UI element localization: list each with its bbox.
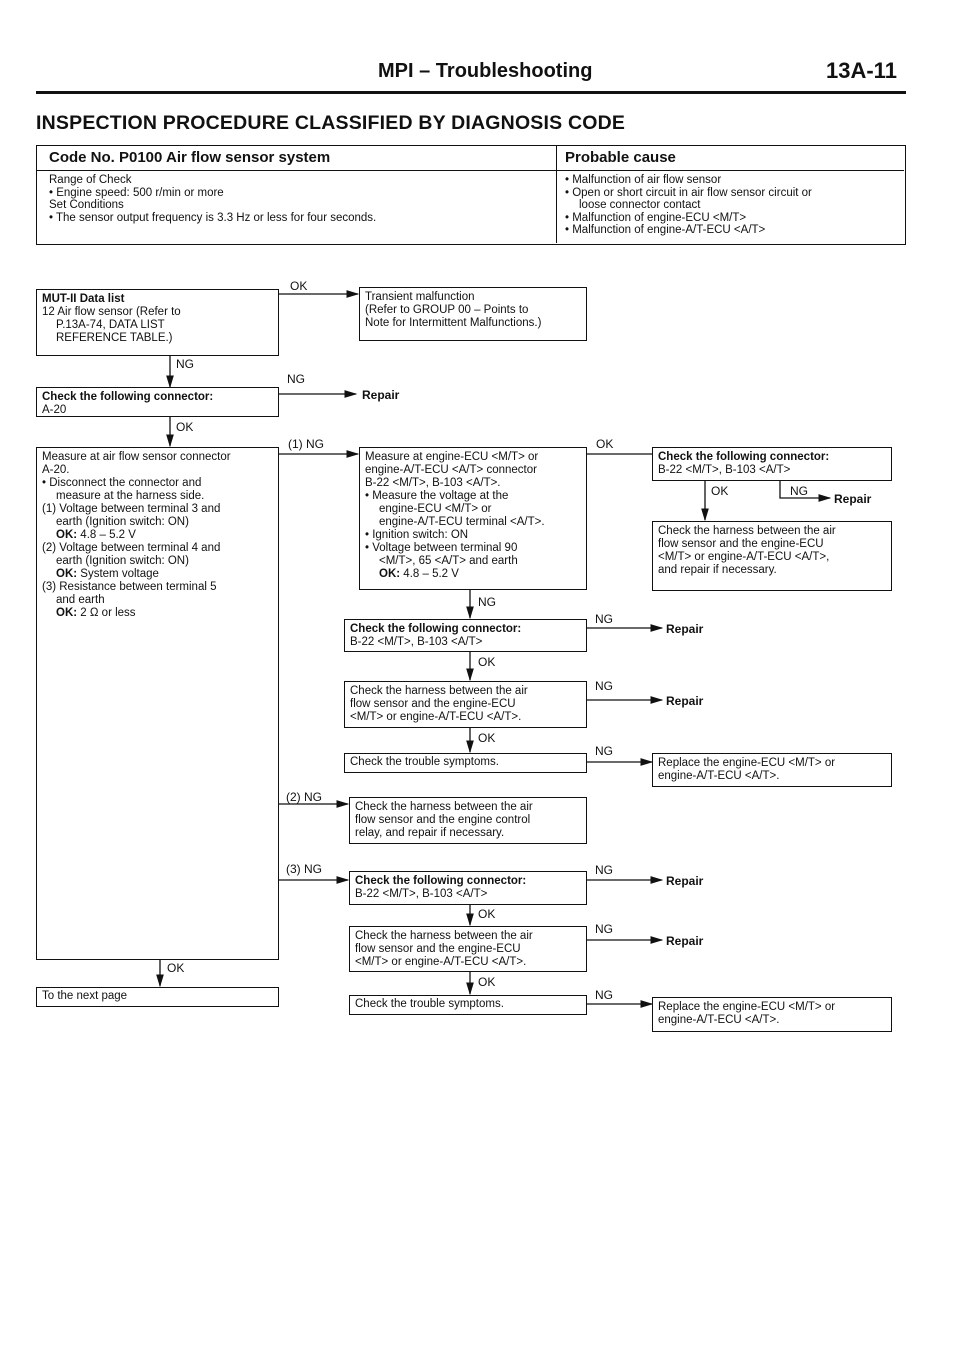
ng3-label: (3) NG (286, 862, 322, 876)
ok-value: 2 Ω or less (80, 607, 136, 619)
harness-mid2-box (349, 926, 587, 972)
connector-id: B-22 <M/T>, B-103 <A/T> (658, 464, 791, 476)
ng-label: NG (595, 612, 613, 626)
measure-line: Measure at air flow sensor connector (42, 451, 231, 463)
check-line: • The sensor output frequency is 3.3 Hz or less for four seconds. (49, 211, 377, 224)
harness-line: <M/T> or engine-A/T-ECU <A/T>, (658, 551, 830, 563)
replace-line: Replace the engine-ECU <M/T> or (658, 757, 836, 769)
next-page-text: To the next page (42, 990, 128, 1002)
ng-label: NG (595, 922, 613, 936)
ng-label: NG (790, 484, 808, 498)
next-page-box (36, 987, 279, 1007)
harness-relay-box (349, 797, 587, 844)
trouble-text: Check the trouble symptoms. (350, 756, 499, 768)
mut-line: REFERENCE TABLE.) (56, 332, 173, 344)
ok-value: 4.8 – 5.2 V (403, 568, 459, 580)
ng-label: NG (595, 744, 613, 758)
harness-mid1-box (344, 681, 587, 728)
ecu-line: • Ignition switch: ON (365, 529, 469, 541)
ok-label: OK (596, 437, 614, 451)
ng2-label: (2) NG (286, 790, 322, 804)
measure-line: • Disconnect the connector and (42, 477, 202, 489)
ecu-line: • Voltage between terminal 90 (365, 542, 518, 554)
connector-b22-right-box (652, 447, 892, 481)
harness-line: and repair if necessary. (658, 564, 777, 576)
ok-value: 4.8 – 5.2 V (80, 529, 136, 541)
check-line: Set Conditions (49, 199, 124, 211)
harness-line: <M/T> or engine-A/T-ECU <A/T>. (355, 956, 527, 968)
cause-line: • Malfunction of engine-ECU <M/T> (565, 211, 747, 224)
harness-line: Check the harness between the air (658, 525, 836, 537)
harness-line: flow sensor and the engine-ECU (658, 538, 824, 550)
ecu-line: engine-ECU <M/T> or (379, 503, 492, 515)
transient-line: Note for Intermittent Malfunctions.) (365, 317, 542, 329)
ok-label: OK (478, 731, 496, 745)
connector-title: Check the following connector: (658, 451, 830, 463)
mut-title: MUT-II Data list (42, 293, 125, 305)
harness-right-box (652, 521, 892, 591)
trouble-text: Check the trouble symptoms. (355, 998, 504, 1010)
connector-b22-mid1-box (344, 619, 587, 652)
harness-line: flow sensor and the engine-ECU (355, 943, 521, 955)
harness-line: Check the harness between the air (350, 685, 528, 697)
replace-line: engine-A/T-ECU <A/T>. (658, 770, 780, 782)
ok-value: System voltage (80, 568, 159, 580)
repair-label: Repair (666, 934, 704, 948)
transient-malfunction-box (359, 287, 587, 341)
ecu-ok (365, 568, 581, 581)
cause-line: • Open or short circuit in air flow sensor circuit or (565, 186, 812, 199)
ok-key: OK: (56, 568, 78, 580)
mut-line: P.13A-74, DATA LIST (56, 319, 165, 331)
connector-title: Check the following connector: (42, 391, 214, 403)
ok-label: OK (478, 907, 496, 921)
connector-b22-mid2-box (349, 871, 587, 905)
transient-line: Transient malfunction (365, 291, 475, 303)
harness-line: Check the harness between the air (355, 801, 533, 813)
measure-ok (42, 568, 273, 581)
harness-line: Check the harness between the air (355, 930, 533, 942)
repair-label: Repair (666, 622, 704, 636)
ng-label: NG (176, 357, 194, 371)
ng1-label: (1) NG (288, 437, 324, 451)
measure-ecu-box (359, 447, 587, 590)
measure-line: (2) Voltage between terminal 4 and (42, 542, 221, 554)
connector-a20-box (36, 387, 279, 417)
repair-label: Repair (666, 694, 704, 708)
ok-label: OK (290, 279, 308, 293)
ng-label: NG (287, 372, 305, 386)
replace-line: engine-A/T-ECU <A/T>. (658, 1014, 780, 1026)
transient-line: (Refer to GROUP 00 – Points to (365, 304, 529, 316)
measure-line: earth (Ignition switch: ON) (56, 516, 189, 528)
ok-label: OK (478, 655, 496, 669)
connector-title: Check the following connector: (350, 623, 522, 635)
connector-id: B-22 <M/T>, B-103 <A/T> (350, 636, 483, 648)
ecu-line: Measure at engine-ECU <M/T> or (365, 451, 539, 463)
ok-label: OK (478, 975, 496, 989)
repair-label: Repair (666, 874, 704, 888)
ok-label: OK (176, 420, 194, 434)
measure-line: earth (Ignition switch: ON) (56, 555, 189, 567)
cause-line: • Malfunction of air flow sensor (565, 174, 722, 186)
replace-line: Replace the engine-ECU <M/T> or (658, 1001, 836, 1013)
harness-line: relay, and repair if necessary. (355, 827, 505, 839)
ok-key: OK: (56, 529, 78, 541)
page-heading: INSPECTION PROCEDURE CLASSIFIED BY DIAGNOSIS CODE (36, 112, 626, 134)
repair-label: Repair (362, 388, 400, 402)
section-title: MPI – Troubleshooting (378, 60, 593, 82)
connector-title: Check the following connector: (355, 875, 527, 887)
measure-line: measure at the harness side. (56, 490, 205, 502)
ng-label: NG (595, 988, 613, 1002)
replace-ecu-box (652, 753, 892, 787)
trouble-symptoms-box (344, 753, 587, 773)
mut-data-list-box (36, 289, 279, 356)
probable-cause-title: Probable cause (565, 149, 676, 166)
ok-label: OK (711, 484, 729, 498)
mut-line: 12 Air flow sensor (Refer to (42, 306, 181, 318)
connector-id: B-22 <M/T>, B-103 <A/T> (355, 888, 488, 900)
ecu-line: engine-A/T-ECU terminal <A/T>. (379, 516, 545, 528)
harness-line: <M/T> or engine-A/T-ECU <A/T>. (350, 711, 522, 723)
ok-key: OK: (379, 568, 401, 580)
ng-label: NG (478, 595, 496, 609)
ng-label: NG (595, 679, 613, 693)
measure-line: and earth (56, 594, 105, 606)
ecu-line: • Measure the voltage at the (365, 490, 509, 502)
ng-label: NG (595, 863, 613, 877)
measure-line: (3) Resistance between terminal 5 (42, 581, 217, 593)
page-number: 13A-11 (826, 58, 897, 83)
ecu-line: <M/T>, 65 <A/T> and earth (379, 555, 518, 567)
cause-line: • Malfunction of engine-A/T-ECU <A/T> (565, 224, 766, 236)
ecu-line: engine-A/T-ECU <A/T> connector (365, 464, 537, 476)
repair-label: Repair (834, 492, 872, 506)
measure-line: A-20. (42, 464, 70, 476)
check-line: • Engine speed: 500 r/min or more (49, 186, 224, 199)
ok-label: OK (167, 961, 185, 975)
replace-ecu-box (652, 997, 892, 1032)
measure-ok (42, 529, 273, 542)
connector-id: A-20 (42, 404, 67, 416)
measure-sensor-box (36, 447, 279, 960)
harness-line: flow sensor and the engine control (355, 814, 531, 826)
check-line: Range of Check (49, 174, 132, 186)
harness-line: flow sensor and the engine-ECU (350, 698, 516, 710)
cause-line: loose connector contact (579, 199, 701, 211)
measure-ok (42, 607, 273, 620)
ecu-line: B-22 <M/T>, B-103 <A/T>. (365, 477, 501, 489)
code-title: Code No. P0100 Air flow sensor system (49, 149, 331, 166)
measure-line: (1) Voltage between terminal 3 and (42, 503, 221, 515)
ok-key: OK: (56, 607, 78, 619)
trouble-symptoms-box (349, 995, 587, 1015)
